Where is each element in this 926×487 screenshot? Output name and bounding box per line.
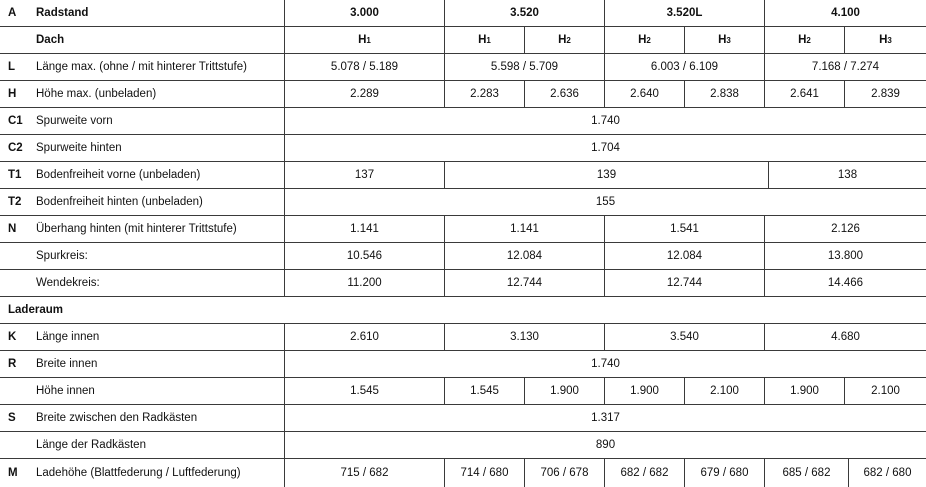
table-row — [0, 27, 926, 54]
row-label: Länge der Radkästen — [36, 439, 146, 451]
table-row — [0, 243, 926, 270]
value-cell: 12.744 — [444, 270, 604, 296]
row-label: Ladehöhe (Blattfederung / Luftfederung) — [36, 467, 241, 479]
value-cell: 714 / 680 — [444, 459, 524, 487]
roof-letter: H — [879, 34, 888, 46]
row-label: Spurkreis: — [36, 250, 88, 262]
value-cell: 2.100 — [684, 378, 764, 404]
value-cell: 11.200 — [284, 270, 444, 296]
value-cell: 1.141 — [284, 216, 444, 242]
value-cell: 1.545 — [284, 378, 444, 404]
table-row — [0, 432, 926, 459]
value-cell: 6.003 / 6.109 — [604, 54, 764, 80]
value-cell: 2.641 — [764, 81, 844, 107]
row-label: Spurweite hinten — [36, 142, 122, 154]
row-code: N — [8, 223, 17, 235]
row-label: Länge innen — [36, 331, 100, 343]
row-code: A — [8, 7, 17, 19]
value-cell: 1.545 — [444, 378, 524, 404]
value-cell: 12.084 — [444, 243, 604, 269]
row-label: Radstand — [36, 7, 89, 19]
roof-letter: H — [638, 34, 647, 46]
value-cell: 12.084 — [604, 243, 764, 269]
value-cell: 682 / 682 — [604, 459, 684, 487]
row-label: Bodenfreiheit vorne (unbeladen) — [36, 169, 201, 181]
roof-letter: H — [358, 34, 367, 46]
section-header — [0, 297, 926, 324]
value-cell: 138 — [768, 162, 926, 188]
roof-index: 1 — [486, 35, 491, 45]
value-cell: 682 / 680 — [848, 459, 926, 487]
value-cell: 14.466 — [764, 270, 926, 296]
value-cell: 155 — [284, 189, 926, 215]
value-cell — [524, 27, 604, 53]
value-cell: 715 / 682 — [284, 459, 444, 487]
row-label: Bodenfreiheit hinten (unbeladen) — [36, 196, 203, 208]
row-label: Spurweite vorn — [36, 115, 113, 127]
table-row — [0, 324, 926, 351]
roof-index: 2 — [566, 35, 571, 45]
row-label: Dach — [36, 34, 65, 46]
value-cell — [684, 27, 764, 53]
value-cell: 1.740 — [284, 351, 926, 377]
value-cell: 10.546 — [284, 243, 444, 269]
value-cell: 2.126 — [764, 216, 926, 242]
value-cell — [764, 27, 844, 53]
value-cell: 2.838 — [684, 81, 764, 107]
value-cell: 1.900 — [524, 378, 604, 404]
table-row — [0, 378, 926, 405]
value-cell — [284, 27, 444, 53]
value-cell: 1.541 — [604, 216, 764, 242]
row-label: Überhang hinten (mit hinterer Trittstufe) — [36, 223, 237, 235]
row-code: M — [8, 467, 18, 479]
row-code: C1 — [8, 115, 23, 127]
roof-index: 2 — [646, 35, 651, 45]
value-cell: 1.740 — [284, 108, 926, 134]
value-cell: 4.100 — [764, 0, 926, 26]
row-code: H — [8, 88, 17, 100]
value-cell: 12.744 — [604, 270, 764, 296]
table-row — [0, 405, 926, 432]
row-label: Breite innen — [36, 358, 98, 370]
roof-letter: H — [478, 34, 487, 46]
value-cell: 1.900 — [764, 378, 844, 404]
row-label: Breite zwischen den Radkästen — [36, 412, 198, 424]
row-code: R — [8, 358, 17, 370]
value-cell: 3.520L — [604, 0, 764, 26]
value-cell: 1.317 — [284, 405, 926, 431]
table-row — [0, 54, 926, 81]
value-cell: 4.680 — [764, 324, 926, 350]
value-cell: 2.610 — [284, 324, 444, 350]
roof-index: 3 — [887, 35, 892, 45]
roof-letter: H — [558, 34, 567, 46]
value-cell: 5.078 / 5.189 — [284, 54, 444, 80]
value-cell: 3.000 — [284, 0, 444, 26]
row-code: C2 — [8, 142, 23, 154]
value-cell: 2.283 — [444, 81, 524, 107]
value-cell: 3.130 — [444, 324, 604, 350]
table-row — [0, 459, 926, 487]
value-cell: 2.839 — [844, 81, 926, 107]
value-cell: 2.100 — [844, 378, 926, 404]
row-label: Höhe innen — [36, 385, 95, 397]
value-cell: 1.141 — [444, 216, 604, 242]
value-cell — [604, 27, 684, 53]
table-row — [0, 162, 926, 189]
table-row — [0, 351, 926, 378]
row-code: S — [8, 412, 16, 424]
section-title: Laderaum — [8, 304, 63, 316]
table-row — [0, 0, 926, 27]
value-cell: 679 / 680 — [684, 459, 764, 487]
value-cell: 3.540 — [604, 324, 764, 350]
value-cell: 2.289 — [284, 81, 444, 107]
table-row — [0, 270, 926, 297]
row-label: Länge max. (ohne / mit hinterer Trittstufe) — [36, 61, 247, 73]
table-row — [0, 189, 926, 216]
value-cell — [444, 27, 524, 53]
value-cell: 13.800 — [764, 243, 926, 269]
value-cell: 685 / 682 — [764, 459, 848, 487]
value-cell: 890 — [284, 432, 926, 458]
value-cell: 137 — [284, 162, 444, 188]
row-code: T2 — [8, 196, 22, 208]
value-cell: 2.636 — [524, 81, 604, 107]
row-code: L — [8, 61, 16, 73]
row-label: Höhe max. (unbeladen) — [36, 88, 157, 100]
value-cell: 1.704 — [284, 135, 926, 161]
roof-letter: H — [798, 34, 807, 46]
row-code: T1 — [8, 169, 22, 181]
value-cell: 3.520 — [444, 0, 604, 26]
roof-index: 1 — [366, 35, 371, 45]
value-cell: 1.900 — [604, 378, 684, 404]
value-cell: 139 — [444, 162, 768, 188]
value-cell: 2.640 — [604, 81, 684, 107]
table-row — [0, 108, 926, 135]
value-cell — [844, 27, 926, 53]
roof-index: 2 — [806, 35, 811, 45]
table-row — [0, 135, 926, 162]
row-label: Wendekreis: — [36, 277, 100, 289]
row-code: K — [8, 331, 17, 343]
value-cell: 706 / 678 — [524, 459, 604, 487]
value-cell: 7.168 / 7.274 — [764, 54, 926, 80]
value-cell: 5.598 / 5.709 — [444, 54, 604, 80]
table-row — [0, 216, 926, 243]
roof-letter: H — [718, 34, 727, 46]
roof-index: 3 — [726, 35, 731, 45]
table-row — [0, 81, 926, 108]
